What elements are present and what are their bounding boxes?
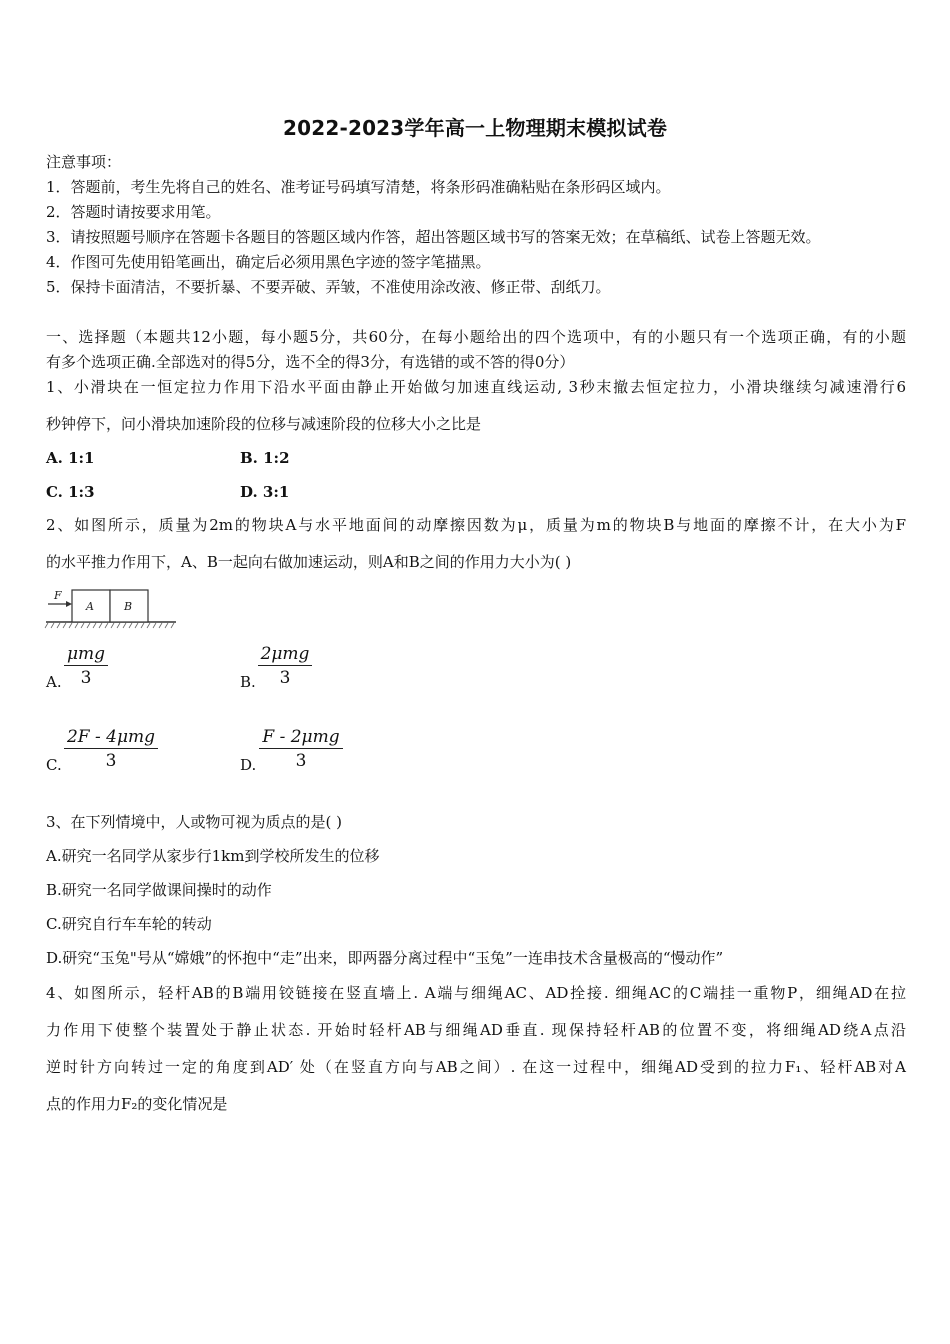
section-heading-cont: 有多个选项正确.全部选对的得5分，选不全的得3分，有选错的或不答的得0分） bbox=[46, 353, 575, 371]
notice-item: 2．答题时请按要求用笔。 bbox=[46, 203, 221, 221]
q3-option-d: D.研究“玉兔"号从“嫦娥”的怀抱中“走”出来，即两器分离过程中“玉兔”一连串技术含量极高的“慢动作” bbox=[46, 949, 724, 967]
fraction-denominator: 3 bbox=[105, 751, 117, 771]
q4-stem-cont: 力作用下使整个装置处于静止状态. 开始时轻杆AB与细绳AD垂直. 现保持轻杆AB的位置不变，将细绳AD绕A点沿 bbox=[46, 1021, 906, 1039]
notice-heading: 注意事项： bbox=[46, 153, 122, 171]
q2-option-b-label: B. bbox=[240, 673, 256, 691]
q3-stem: 3、在下列情境中，人或物可视为质点的是( ) bbox=[46, 813, 343, 831]
q1-option-d: D. 3:1 bbox=[240, 483, 290, 501]
fraction-numerator: μmg bbox=[64, 644, 108, 666]
q4-stem-cont: 点的作用力F₂的变化情况是 bbox=[46, 1095, 228, 1113]
q2-option-d-fraction bbox=[257, 727, 345, 771]
q2-option-a-label: A. bbox=[46, 673, 62, 691]
q2-option-c-label: C. bbox=[46, 756, 62, 774]
q2-stem: 2、如图所示，质量为2m的物块A与水平地面间的动摩擦因数为μ，质量为m的物块B与地面的摩擦不计，在大小为F bbox=[46, 516, 906, 534]
q4-stem-cont: 逆时针方向转过一定的角度到AD′ 处（在竖直方向与AB之间）. 在这一过程中，细绳AD受到的拉力F₁、轻杆AB对A bbox=[46, 1058, 906, 1076]
q2-option-c-fraction bbox=[63, 727, 159, 771]
q1-option-c: C. 1:3 bbox=[46, 483, 95, 501]
force-label: F bbox=[54, 589, 62, 602]
notice-item: 4．作图可先使用铅笔画出，确定后必须用黑色字迹的签字笔描黑。 bbox=[46, 253, 491, 271]
fraction-denominator: 3 bbox=[279, 668, 291, 688]
q2-figure-blocks bbox=[44, 586, 178, 630]
section-heading: 一、选择题（本题共12小题，每小题5分，共60分，在每小题给出的四个选项中，有的小题只有一个选项正确，有的小题 bbox=[46, 328, 906, 346]
q1-option-b: B. 1:2 bbox=[240, 449, 290, 467]
force-arrow-head bbox=[66, 601, 72, 607]
q3-option-a: A.研究一名同学从家步行1km到学校所发生的位移 bbox=[46, 847, 380, 865]
ground-hatching bbox=[45, 623, 174, 628]
block-a-label: A bbox=[86, 600, 94, 613]
fraction-numerator: 2μmg bbox=[258, 644, 313, 666]
q3-option-c: C.研究自行车车轮的转动 bbox=[46, 915, 212, 933]
q2-option-d-label: D. bbox=[240, 756, 257, 774]
q2-option-a-fraction bbox=[63, 644, 109, 688]
q2-stem-cont: 的水平推力作用下，A、B一起向右做加速运动，则A和B之间的作用力大小为( ) bbox=[46, 553, 572, 571]
fraction-numerator: F - 2μmg bbox=[259, 727, 342, 749]
notice-item: 5．保持卡面清洁，不要折暴、不要弄破、弄皱，不准使用涂改液、修正带、刮纸刀。 bbox=[46, 278, 611, 296]
q1-stem-cont: 秒钟停下，问小滑块加速阶段的位移与减速阶段的位移大小之比是 bbox=[46, 415, 482, 433]
q1-stem: 1、小滑块在一恒定拉力作用下沿水平面由静止开始做匀加速直线运动, 3秒末撤去恒定拉力，小滑块继续匀减速滑行6 bbox=[46, 378, 906, 396]
fraction-denominator: 3 bbox=[295, 751, 307, 771]
notice-item: 1．答题前，考生先将自己的姓名、准考证号码填写清楚，将条形码准确粘贴在条形码区域内。 bbox=[46, 178, 671, 196]
page-title: 2022-2023学年高一上物理期末模拟试卷 bbox=[282, 116, 668, 140]
q2-option-b-fraction bbox=[257, 644, 313, 688]
notice-item: 3．请按照题号顺序在答题卡各题目的答题区域内作答，超出答题区域书写的答案无效；在草稿纸、试卷上答题无效。 bbox=[46, 228, 821, 246]
fraction-denominator: 3 bbox=[80, 668, 92, 688]
q4-stem: 4、如图所示，轻杆AB的B端用铰链接在竖直墙上. A端与细绳AC、AD拴接. 细绳AC的C端挂一重物P，细绳AD在拉 bbox=[46, 984, 906, 1002]
fraction-numerator: 2F - 4μmg bbox=[64, 727, 158, 749]
q3-option-b: B.研究一名同学做课间操时的动作 bbox=[46, 881, 272, 899]
q1-option-a: A. 1:1 bbox=[46, 449, 95, 467]
block-b-label: B bbox=[124, 600, 133, 613]
